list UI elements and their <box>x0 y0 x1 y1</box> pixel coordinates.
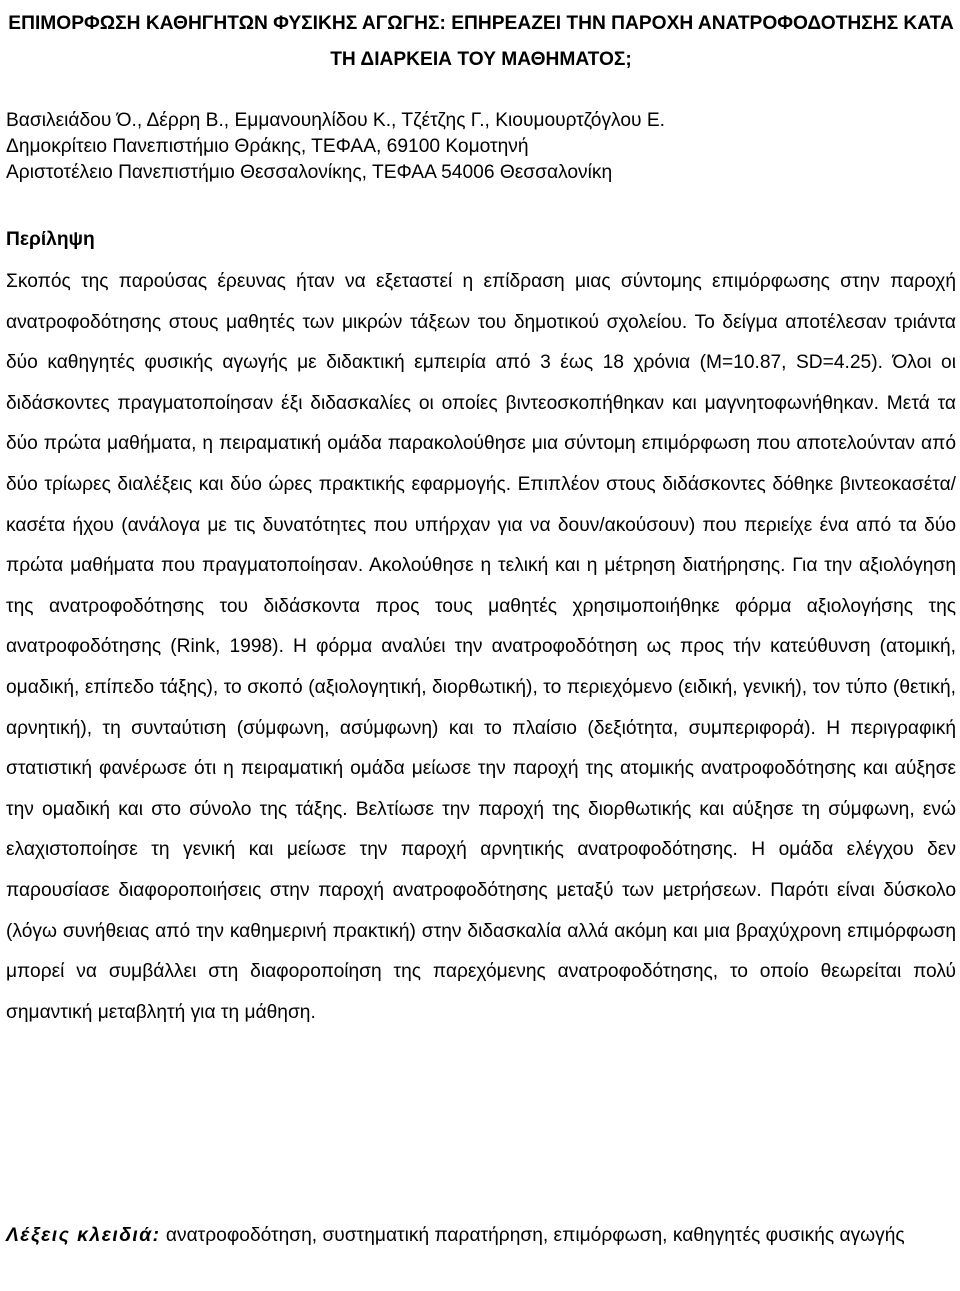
authors-block <box>6 108 956 186</box>
keywords-text: ανατροφοδότηση, συστηματική παρατήρηση, επιμόρφωση, καθηγητές φυσικής αγωγής <box>165 1225 905 1246</box>
affiliation-1: Δημοκρίτειο Πανεπιστήμιο Θράκης, ΤΕΦΑΑ, 69100 Κομοτηνή <box>6 136 529 157</box>
affiliation-2: Αριστοτέλειο Πανεπιστήμιο Θεσσαλονίκης, ΤΕΦΑΑ 54006 Θεσσαλονίκη <box>6 162 613 183</box>
abstract-text: Σκοπός της παρούσας έρευνας ήταν να εξεταστεί η επίδραση μιας σύντομης επιμόρφωσης στην παροχή ανατροφοδότησης στους μαθητές των μικρών τάξεων του δημοτικού σχολείου. Το δείγμα αποτέλεσαν τριάντα δύο καθηγητές φυσικής αγωγής με διδακτική εμπειρία από 3 έως 18 χρόνια (M=10.87, SD=4.25). Όλοι οι διδάσκοντες πραγματοποίησαν έξι διδασκαλίες οι οποίες βιντεοσκοπήθηκαν και μαγνητοφωνήθηκαν. Μετά τα δύο πρώτα μαθήματα, η πειραματική ομάδα παρακολούθησε μια σύντομη επιμόρφωση που αποτελούνταν από δύο τρίωρες διαλέξεις και δύο ώρες πρακτικής εφαρμογής. Επιπλέον στους διδάσκοντες δόθηκε βιντεοκασέτα/κασέτα ήχου (ανάλογα με τις δυνατότητες που υπήρχαν για να δουν/ακούσουν) που περιείχε ένα από τα δύο πρώτα μαθήματα που πραγματοποίησαν. Ακολούθησε η τελική και η μέτρηση διατήρησης. Για την αξιολόγηση της ανατροφοδότησης του διδάσκοντα προς τους μαθητές χρησιμοποιήθηκε φόρμα αξιολογήσης της ανατροφοδότησης (Rink, 1998). Η φόρμα αναλύει την ανατροφοδότηση ως προς τήν κατεύθυνση (ατομική, ομαδική, επίπεδο τάξης), το σκοπό (αξιολογητική, διορθωτική), το περιεχόμενο (ειδική, γενική), τον τύπο (θετική, αρνητική), τη συνταύτιση (σύμφωνη, ασύμφωνη) και το πλαίσιο (δεξιότητα, συμπεριφορά). Η περιγραφική στατιστική φανέρωσε ότι η πειραματική ομάδα μείωσε την παροχή της ατομικής ανατροφοδότησης και αύξησε την ομαδική και στο σύνολο της τάξης. Βελτίωσε την παροχή της διορθωτικής και αύξησε τη σύμφωνη, ενώ ελαχιστοποίησε τη γενική και μείωσε την παροχή αρνητικής ανατροφοδότησης. Η ομάδα ελέγχου δεν παρουσίασε διαφοροποιήσεις στην παροχή ανατροφοδότησης μεταξύ των μετρήσεων. Παρότι είναι δύσκολο (λόγω συνήθειας από την καθημερινή πρακτική) στην διδασκαλία αλλά ακόμη και μια βραχύχρονη επιμόρφωση μπορεί να συμβάλλει στη διαφοροποίηση της παρεχόμενης ανατροφοδότησης, το οποίο θεωρείται πολύ σημαντική μεταβλητή για τη μάθηση. <box>6 271 956 1023</box>
keywords-paragraph <box>6 1216 956 1256</box>
paper-title: ΕΠΙΜΟΡΦΩΣΗ ΚΑΘΗΓΗΤΩΝ ΦΥΣΙΚΗΣ ΑΓΩΓΗΣ: ΕΠΗΡΕΑΖΕΙ ΤΗΝ ΠΑΡΟΧΗ ΑΝΑΤΡΟΦΟΔΟΤΗΣΗΣ ΚΑΤΑ ΤΗ ΔΙΑΡΚΕΙΑ ΤΟΥ ΜΑΘΗΜΑΤΟΣ; <box>8 13 954 70</box>
abstract-heading: Περίληψη <box>6 229 95 250</box>
keywords-label: Λέξεις κλειδιά: <box>6 1225 161 1246</box>
author-list: Βασιλειάδου Ό., Δέρρη Β., Εμμανουηλίδου Κ., Τζέτζης Γ., Κιουμουρτζόγλου Ε. <box>6 110 665 131</box>
